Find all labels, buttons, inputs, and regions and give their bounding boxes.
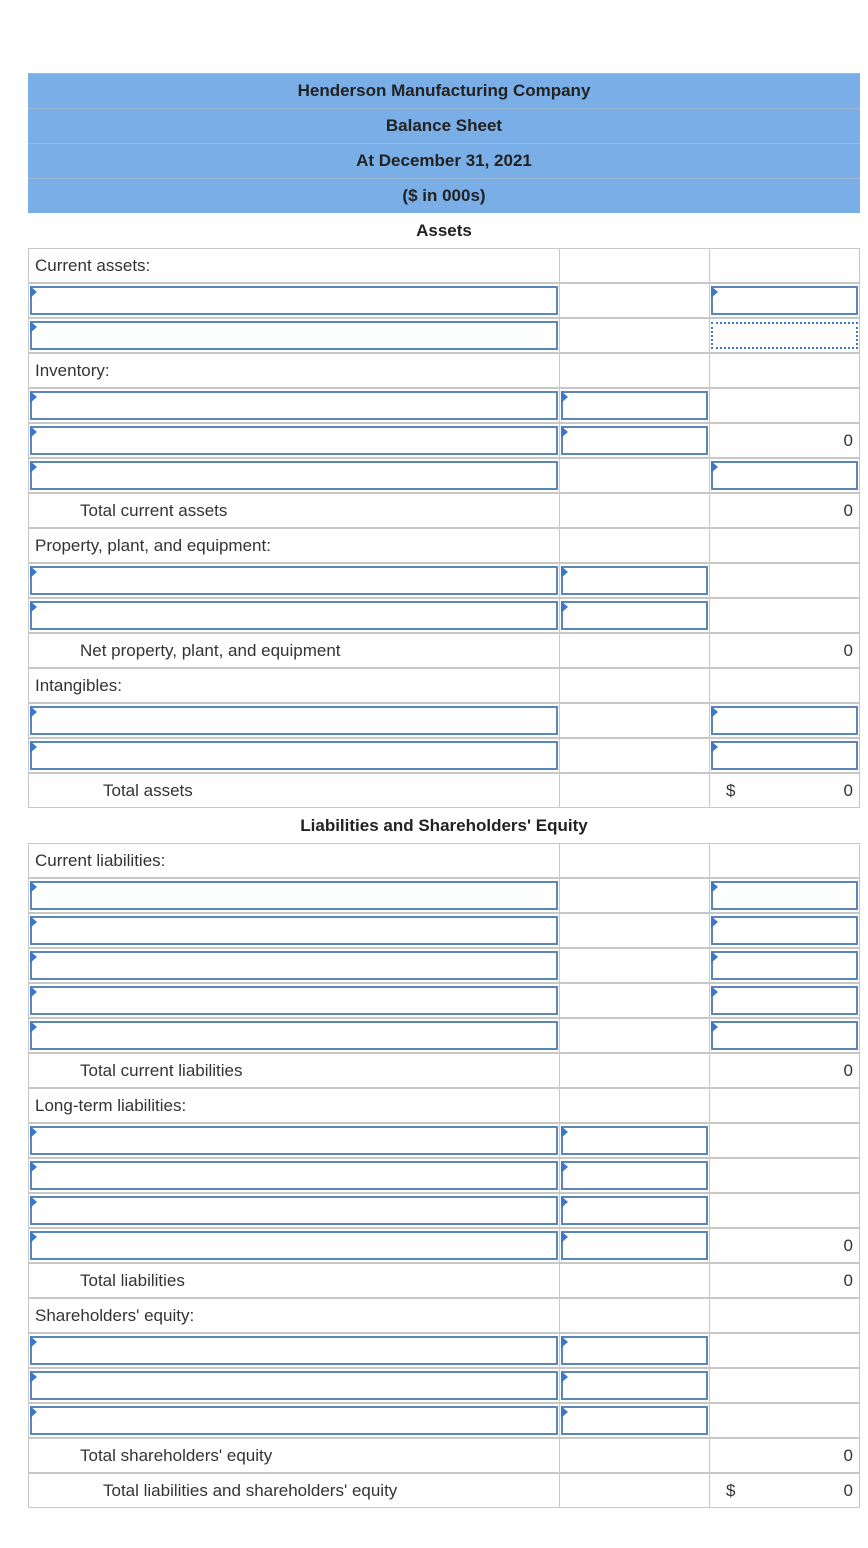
shareholders-equity-header-row bbox=[28, 1298, 860, 1333]
net-ppe-row bbox=[28, 633, 860, 668]
total-liabilities-value: 0 bbox=[843, 1271, 853, 1290]
total-current-liabilities-row bbox=[28, 1053, 860, 1088]
long-term-liability-3-account[interactable] bbox=[30, 1196, 558, 1225]
ppe-row-1 bbox=[28, 563, 860, 598]
equity-row-3 bbox=[28, 1403, 860, 1438]
liabilities-equity-heading: Liabilities and Shareholders' Equity bbox=[300, 816, 588, 835]
total-liabilities-equity-row bbox=[28, 1473, 860, 1508]
ppe-2-account[interactable] bbox=[30, 601, 558, 630]
long-term-liability-row-1 bbox=[28, 1123, 860, 1158]
current-asset-2-account[interactable] bbox=[30, 321, 558, 350]
inventory-row-2 bbox=[28, 423, 860, 458]
equity-1-account[interactable] bbox=[30, 1336, 558, 1365]
total-current-assets-value: 0 bbox=[843, 501, 853, 520]
total-assets-row bbox=[28, 773, 860, 808]
long-term-liabilities-header-row bbox=[28, 1088, 860, 1123]
current-liability-row-4 bbox=[28, 983, 860, 1018]
current-asset-1-amount[interactable] bbox=[711, 286, 858, 315]
intangibles-2-amount[interactable] bbox=[711, 741, 858, 770]
current-asset-2-amount[interactable] bbox=[711, 322, 858, 349]
long-term-total-value: 0 bbox=[843, 1236, 853, 1255]
current-liabilities-label: Current liabilities: bbox=[35, 851, 166, 870]
inventory-1-amount[interactable] bbox=[561, 391, 708, 420]
equity-3-amount[interactable] bbox=[561, 1406, 708, 1435]
current-liability-3-account[interactable] bbox=[30, 951, 558, 980]
inventory-subtotal-value: 0 bbox=[843, 431, 853, 450]
total-current-liabilities-label: Total current liabilities bbox=[80, 1061, 243, 1080]
total-current-assets-label: Total current assets bbox=[80, 501, 228, 520]
ppe-1-account[interactable] bbox=[30, 566, 558, 595]
current-liability-5-account[interactable] bbox=[30, 1021, 558, 1050]
total-liabilities-equity-currency: $ bbox=[726, 1481, 736, 1500]
ppe-header-row bbox=[28, 528, 860, 563]
equity-row-2 bbox=[28, 1368, 860, 1403]
current-asset-row-3 bbox=[28, 458, 860, 493]
total-current-liabilities-value: 0 bbox=[843, 1061, 853, 1080]
long-term-liability-1-account[interactable] bbox=[30, 1126, 558, 1155]
long-term-liabilities-label: Long-term liabilities: bbox=[35, 1096, 187, 1115]
inventory-header-row bbox=[28, 353, 860, 388]
intangibles-row-1 bbox=[28, 703, 860, 738]
current-liability-1-amount[interactable] bbox=[711, 881, 858, 910]
current-asset-1-account[interactable] bbox=[30, 286, 558, 315]
current-liability-row-1 bbox=[28, 878, 860, 913]
total-shareholders-equity-label: Total shareholders' equity bbox=[80, 1446, 273, 1465]
balance-sheet bbox=[28, 73, 860, 1508]
inventory-1-account[interactable] bbox=[30, 391, 558, 420]
ppe-2-amount[interactable] bbox=[561, 601, 708, 630]
inventory-row-1 bbox=[28, 388, 860, 423]
total-shareholders-equity-row bbox=[28, 1438, 860, 1473]
equity-2-amount[interactable] bbox=[561, 1371, 708, 1400]
current-liability-2-amount[interactable] bbox=[711, 916, 858, 945]
current-liabilities-header-row bbox=[28, 843, 860, 878]
ppe-1-amount[interactable] bbox=[561, 566, 708, 595]
equity-1-amount[interactable] bbox=[561, 1336, 708, 1365]
long-term-liability-4-account[interactable] bbox=[30, 1231, 558, 1260]
long-term-liability-4-amount[interactable] bbox=[561, 1231, 708, 1260]
ppe-row-2 bbox=[28, 598, 860, 633]
total-liabilities-equity-label: Total liabilities and shareholders' equity bbox=[103, 1481, 398, 1500]
current-liability-5-amount[interactable] bbox=[711, 1021, 858, 1050]
statement-title: Balance Sheet bbox=[28, 108, 860, 143]
current-assets-header-row bbox=[28, 248, 860, 283]
shareholders-equity-label: Shareholders' equity: bbox=[35, 1306, 195, 1325]
intangibles-header-row bbox=[28, 668, 860, 703]
current-liability-1-account[interactable] bbox=[30, 881, 558, 910]
units-label: ($ in 000s) bbox=[28, 178, 860, 213]
long-term-liability-row-4 bbox=[28, 1228, 860, 1263]
intangibles-2-account[interactable] bbox=[30, 741, 558, 770]
inventory-label: Inventory: bbox=[35, 361, 110, 380]
total-liabilities-equity-value: 0 bbox=[843, 1481, 853, 1500]
long-term-liability-row-3 bbox=[28, 1193, 860, 1228]
current-liability-row-5 bbox=[28, 1018, 860, 1053]
long-term-liability-3-amount[interactable] bbox=[561, 1196, 708, 1225]
current-liability-4-account[interactable] bbox=[30, 986, 558, 1015]
total-shareholders-equity-value: 0 bbox=[843, 1446, 853, 1465]
net-ppe-value: 0 bbox=[843, 641, 853, 660]
inventory-2-amount[interactable] bbox=[561, 426, 708, 455]
assets-heading: Assets bbox=[416, 221, 472, 240]
current-asset-row-2 bbox=[28, 318, 860, 353]
current-liability-row-2 bbox=[28, 913, 860, 948]
equity-row-1 bbox=[28, 1333, 860, 1368]
intangibles-label: Intangibles: bbox=[35, 676, 122, 695]
net-ppe-label: Net property, plant, and equipment bbox=[80, 641, 341, 660]
statement-date: At December 31, 2021 bbox=[28, 143, 860, 178]
total-liabilities-label: Total liabilities bbox=[80, 1271, 185, 1290]
equity-2-account[interactable] bbox=[30, 1371, 558, 1400]
total-assets-label: Total assets bbox=[103, 781, 193, 800]
long-term-liability-2-amount[interactable] bbox=[561, 1161, 708, 1190]
current-asset-3-amount[interactable] bbox=[711, 461, 858, 490]
current-assets-label: Current assets: bbox=[35, 256, 151, 275]
long-term-liability-row-2 bbox=[28, 1158, 860, 1193]
intangibles-1-amount[interactable] bbox=[711, 706, 858, 735]
company-name: Henderson Manufacturing Company bbox=[28, 73, 860, 108]
equity-3-account[interactable] bbox=[30, 1406, 558, 1435]
ppe-label: Property, plant, and equipment: bbox=[35, 536, 271, 555]
current-liability-3-amount[interactable] bbox=[711, 951, 858, 980]
current-asset-3-account[interactable] bbox=[30, 461, 558, 490]
total-liabilities-row bbox=[28, 1263, 860, 1298]
current-asset-row-1 bbox=[28, 283, 860, 318]
inventory-2-account[interactable] bbox=[30, 426, 558, 455]
current-liability-4-amount[interactable] bbox=[711, 986, 858, 1015]
intangibles-1-account[interactable] bbox=[30, 706, 558, 735]
current-liability-2-account[interactable] bbox=[30, 916, 558, 945]
total-current-assets-row bbox=[28, 493, 860, 528]
intangibles-row-2 bbox=[28, 738, 860, 773]
long-term-liability-2-account[interactable] bbox=[30, 1161, 558, 1190]
total-assets-value: 0 bbox=[843, 781, 853, 800]
total-assets-currency: $ bbox=[726, 781, 736, 800]
long-term-liability-1-amount[interactable] bbox=[561, 1126, 708, 1155]
current-liability-row-3 bbox=[28, 948, 860, 983]
